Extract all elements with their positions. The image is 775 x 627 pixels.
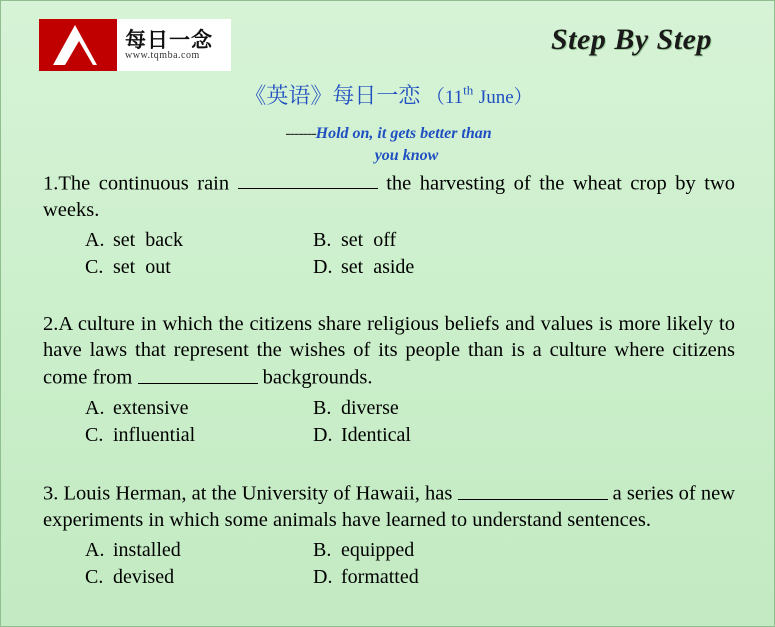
question-stem-before: A culture in which the citizens share religious beliefs and values is more likely to have laws that represent the wishes of its people than is a culture where citizens come from <box>43 312 735 389</box>
slide-header <box>1 15 775 79</box>
options-group <box>85 537 735 591</box>
subtitle-chinese: 《英语》每日一恋 <box>244 83 421 108</box>
options-group <box>85 395 735 449</box>
question-stem <box>43 311 735 391</box>
option-a-label: A. <box>85 397 105 420</box>
option-a[interactable] <box>85 227 313 254</box>
slide-title: Step By Step <box>551 23 712 56</box>
option-a-label: A. <box>85 539 105 562</box>
answer-blank <box>458 479 608 499</box>
option-d-text: formatted <box>341 566 419 589</box>
question-stem-after: the harvesting of the wheat crop by two weeks. <box>43 172 736 221</box>
option-a-text: set back <box>113 228 183 251</box>
option-b-label: B. <box>313 397 332 420</box>
questions-container <box>43 169 735 609</box>
option-b-text: diverse <box>341 397 399 420</box>
quote-dashes: ------- <box>285 125 316 142</box>
options-row <box>85 395 735 422</box>
option-d-text: Identical <box>341 424 411 447</box>
option-b[interactable] <box>313 537 553 564</box>
option-d[interactable] <box>313 564 553 591</box>
question-number: 3. <box>43 482 59 505</box>
option-c[interactable] <box>85 254 313 281</box>
option-b-label: B. <box>313 228 332 251</box>
option-c-text: devised <box>113 566 175 589</box>
question-number: 1. <box>43 172 59 195</box>
option-c-label: C. <box>85 424 104 447</box>
question-stem-before: The continuous rain <box>58 172 230 195</box>
answer-blank <box>138 363 258 383</box>
brand-logo <box>39 19 231 71</box>
options-row <box>85 227 735 254</box>
option-c-label: C. <box>85 255 104 278</box>
quote-block <box>1 123 775 166</box>
option-b-text: set off <box>341 228 397 251</box>
options-group <box>85 227 735 281</box>
option-c-label: C. <box>85 566 104 589</box>
option-c-text: influential <box>113 424 196 447</box>
question-number: 2. <box>43 312 59 335</box>
option-b-text: equipped <box>341 539 415 562</box>
options-row <box>85 537 735 564</box>
subtitle-date-superscript: th <box>463 82 474 98</box>
logo-text <box>117 29 213 62</box>
subtitle-date-prefix: （11 <box>425 87 464 108</box>
option-d-label: D. <box>313 255 333 278</box>
question-stem-after: a series of new experiments in which some animals have learned to understand sentences. <box>43 482 736 531</box>
option-c[interactable] <box>85 422 313 449</box>
options-row <box>85 422 735 449</box>
question-stem-before: Louis Herman, at the University of Hawaii, has <box>63 482 453 505</box>
option-b-label: B. <box>313 539 332 562</box>
logo-chinese-name: 每日一念 <box>125 27 213 52</box>
options-row <box>85 564 735 591</box>
option-a-label: A. <box>85 228 105 251</box>
option-d[interactable] <box>313 254 553 281</box>
question-stem-after: backgrounds. <box>262 366 373 389</box>
option-d-label: D. <box>313 424 333 447</box>
question-block <box>43 169 735 281</box>
question-stem <box>43 479 735 533</box>
logo-website-url: www.tqmba.com <box>125 49 200 61</box>
question-block <box>43 311 735 449</box>
option-a-text: extensive <box>113 397 189 420</box>
option-d-label: D. <box>313 566 333 589</box>
subtitle-date-suffix: June） <box>478 87 533 108</box>
option-a[interactable] <box>85 537 313 564</box>
quote-line-1: Hold on, it gets better than <box>315 125 492 142</box>
option-d-text: set aside <box>341 255 415 278</box>
option-b[interactable] <box>313 395 553 422</box>
option-b[interactable] <box>313 227 553 254</box>
quote-line-2: you know <box>374 146 439 164</box>
option-d[interactable] <box>313 422 553 449</box>
logo-mark-icon <box>39 19 117 71</box>
question-stem <box>43 169 735 223</box>
option-a[interactable] <box>85 395 313 422</box>
option-a-text: installed <box>113 539 181 562</box>
answer-blank <box>238 169 378 189</box>
option-c[interactable] <box>85 564 313 591</box>
subtitle-line <box>1 79 775 110</box>
option-c-text: set out <box>113 255 171 278</box>
question-block <box>43 479 735 591</box>
options-row <box>85 254 735 281</box>
